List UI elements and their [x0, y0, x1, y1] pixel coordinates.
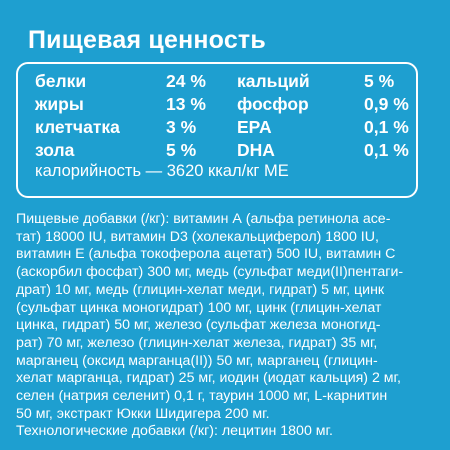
- additives-line: тат) 18000 IU, витамин D3 (холекальциферол) 1800 IU,: [16, 228, 379, 245]
- additives-line: цинка, гидрат) 50 мг, железо (сульфат железа моногид-: [16, 317, 381, 334]
- additives-line: Технологические добавки (/кг): лецитин 1800 мг.: [16, 423, 333, 440]
- nutrient-name: белки: [35, 71, 87, 91]
- additives-line: 50 мг, экстракт Юкки Шидигера 200 мг.: [16, 405, 270, 422]
- calories-text: калорийность — 3620 ккал/кг МЕ: [35, 162, 289, 180]
- nutrient-value: 24 %: [166, 71, 206, 91]
- nutrient-value: 5 %: [166, 140, 197, 160]
- nutrient-row: [35, 71, 415, 91]
- additives-line: хелат марганца, гидрат) 25 мг, иодин (иодат кальция) 2 мг,: [16, 370, 401, 387]
- additives-line: рат) 70 мг, железо (глицин-хелат железа, гидрат) 35 мг,: [16, 334, 378, 351]
- nutrient-name: фосфор: [237, 94, 309, 114]
- additives-line: (аскорбил фосфат) 300 мг, медь (сульфат меди(II)пентаги-: [16, 264, 404, 281]
- nutrient-value: 13 %: [166, 94, 206, 114]
- nutrient-name: кальций: [237, 71, 310, 91]
- additives-line: драт) 10 мг, медь (глицин-хелат меди, гидрат) 5 мг, цинк: [16, 281, 385, 298]
- nutrient-name: зола: [35, 140, 75, 160]
- nutrient-name: DHA: [237, 140, 275, 160]
- nutrient-row: [35, 94, 415, 114]
- nutrition-table: [16, 62, 418, 198]
- nutrient-value: 0,1 %: [364, 140, 409, 160]
- nutrient-value: 0,1 %: [364, 117, 409, 137]
- nutrient-name: клетчатка: [35, 117, 120, 137]
- additives-line: Пищевые добавки (/кг): витамин А (альфа ретинола ace-: [16, 211, 391, 227]
- nutrient-value: 5 %: [364, 71, 395, 91]
- additives-line: селен (натрия селенит) 0,1 г, таурин 1000 мг, L-карнитин: [16, 388, 388, 405]
- nutrient-row: [35, 140, 415, 160]
- nutrient-name: EPA: [237, 117, 272, 137]
- nutrient-row: [35, 117, 415, 137]
- nutrient-value: 0,9 %: [364, 94, 409, 114]
- page-title: Пищевая ценность: [28, 26, 266, 54]
- additives-text: [16, 211, 436, 441]
- additives-line: марганец (оксид марганца(II)) 50 мг, марганец (глицин-: [16, 352, 378, 369]
- additives-line: (сульфат цинка моногидрат) 100 мг, цинк (глицин-хелат: [16, 299, 382, 316]
- additives-line: витамин Е (альфа токоферола ацетат) 500 IU, витамин С: [16, 246, 396, 263]
- nutrient-name: жиры: [35, 94, 84, 114]
- nutrient-value: 3 %: [166, 117, 197, 137]
